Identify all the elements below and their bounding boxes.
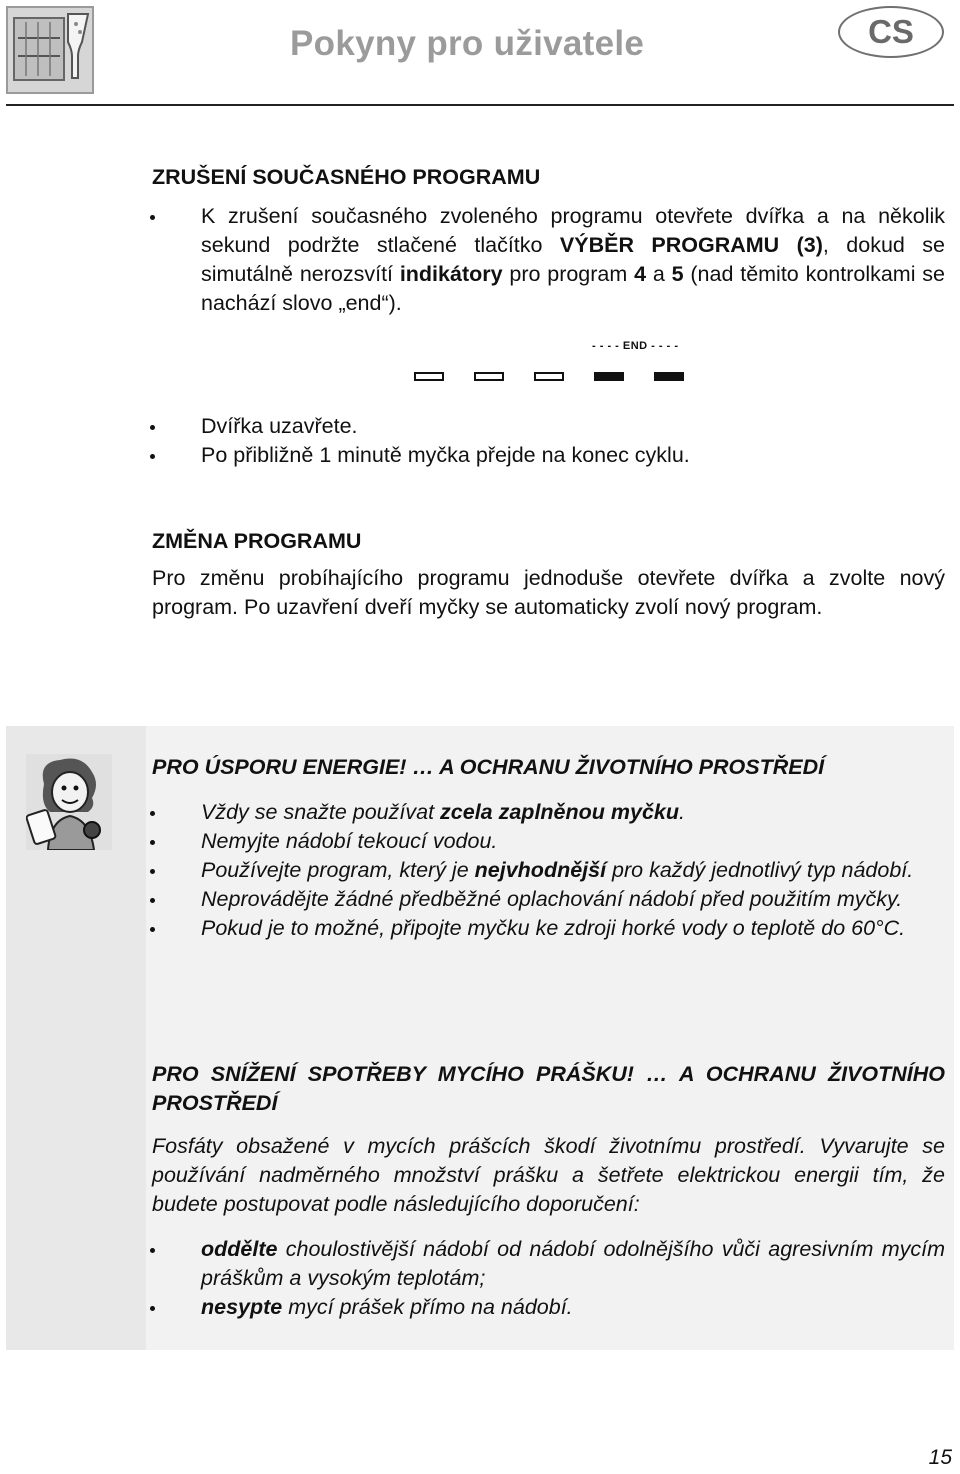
program-indicator-lamp [534,372,564,381]
dishwasher-glass-icon [8,8,92,92]
text-run-bold: indikátory [399,262,503,286]
detergent-heading: PRO SNÍŽENÍ SPOTŘEBY MYCÍHO PRÁŠKU! … A OCHRANU ŽIVOTNÍHO PROSTŘEDÍ [152,1062,945,1115]
program-indicator-lamp [474,372,504,381]
text-run: pro program [502,262,635,286]
text-run: . [679,800,685,824]
detergent-tips-list [152,1235,945,1322]
header-divider [6,104,954,106]
cancel-program-section [152,163,945,318]
program-indicator-lamp [654,372,684,381]
text-run: Používejte program, který je [201,858,475,882]
page-number: 15 [928,1446,952,1469]
change-program-text: Pro změnu probíhajícího programu jednoduše otevřete dvířka a zvolte nový program. Po uzavření dveří myčky se automaticky zvolí nový program. [152,566,945,619]
list-item: Nemyjte nádobí tekoucí vodou. [152,827,945,856]
end-label: - - - - END - - - - [592,340,679,352]
text-run: choulostivější nádobí od nádobí odolnějšího vůči agresivním mycím práškům a vysokým teplotám; [201,1237,945,1290]
program-indicator-lamp [414,372,444,381]
dishwasher-logo [6,6,94,94]
program-indicators [412,338,687,388]
text-run: mycí prášek přímo na nádobí. [282,1295,573,1319]
cancel-program-steps [152,202,945,318]
list-item: Dvířka uzavřete. [152,412,945,441]
energy-heading: PRO ÚSPORU ENERGIE! … A OCHRANU ŽIVOTNÍHO PROSTŘEDÍ [152,755,825,779]
program-indicator-lamp [594,372,624,381]
list-item [152,1293,945,1322]
text-run-bold: nesypte [201,1295,283,1319]
energy-tips-list [152,798,945,943]
text-run: Vždy se snažte používat [201,800,441,824]
energy-section [152,753,945,943]
text-run: K zrušení současného zvoleného programu otevřete dvířka a na několik sekund podržte stlačené tlačítko [201,204,945,257]
change-program-heading: ZMĚNA PROGRAMU [152,529,362,553]
text-run-bold: 5 [671,262,684,286]
text-run-bold: VÝBĚR PROGRAMU (3) [559,233,823,257]
text-run: (nad těmito kontrolkami se nachází slovo „end“). [201,262,945,315]
language-badge: CS [838,6,944,58]
text-run-bold: zcela zaplněnou myčku [440,800,679,824]
change-program-section [152,527,945,622]
cancel-program-more-steps [152,412,945,470]
text-run-bold: nejvhodnější [474,858,607,882]
list-item: Pokud je to možné, připojte myčku ke zdroji horké vody o teplotě do 60°C. [152,914,945,943]
page-title: Pokyny pro uživatele [290,24,645,63]
list-item: Po přibližně 1 minutě myčka přejde na konec cyklu. [152,441,945,470]
text-run-bold: 4 [634,262,647,286]
cancel-steps-list [152,412,945,470]
mascot-woman-icon [26,754,112,850]
detergent-intro: Fosfáty obsažené v mycích prášcích škodí životnímu prostředí. Vyvarujte se používání nadměrného množství prášku a šetřete elektrickou energii tím, že budete postupovat podle následujícího doporučení: [152,1134,945,1216]
text-run: , dokud se simutálně nerozsvítí [201,233,945,286]
list-item [152,202,945,318]
text-run-bold: oddělte [201,1237,278,1261]
cancel-program-heading: ZRUŠENÍ SOUČASNÉHO PROGRAMU [152,165,541,189]
text-run: a [646,262,672,286]
list-item [152,1235,945,1293]
list-item [152,798,945,827]
list-item: Neprovádějte žádné předběžné oplachování nádobí před použitím myčky. [152,885,945,914]
detergent-section [152,1060,945,1322]
text-run: pro každý jednotlivý typ nádobí. [606,858,914,882]
list-item [152,856,945,885]
